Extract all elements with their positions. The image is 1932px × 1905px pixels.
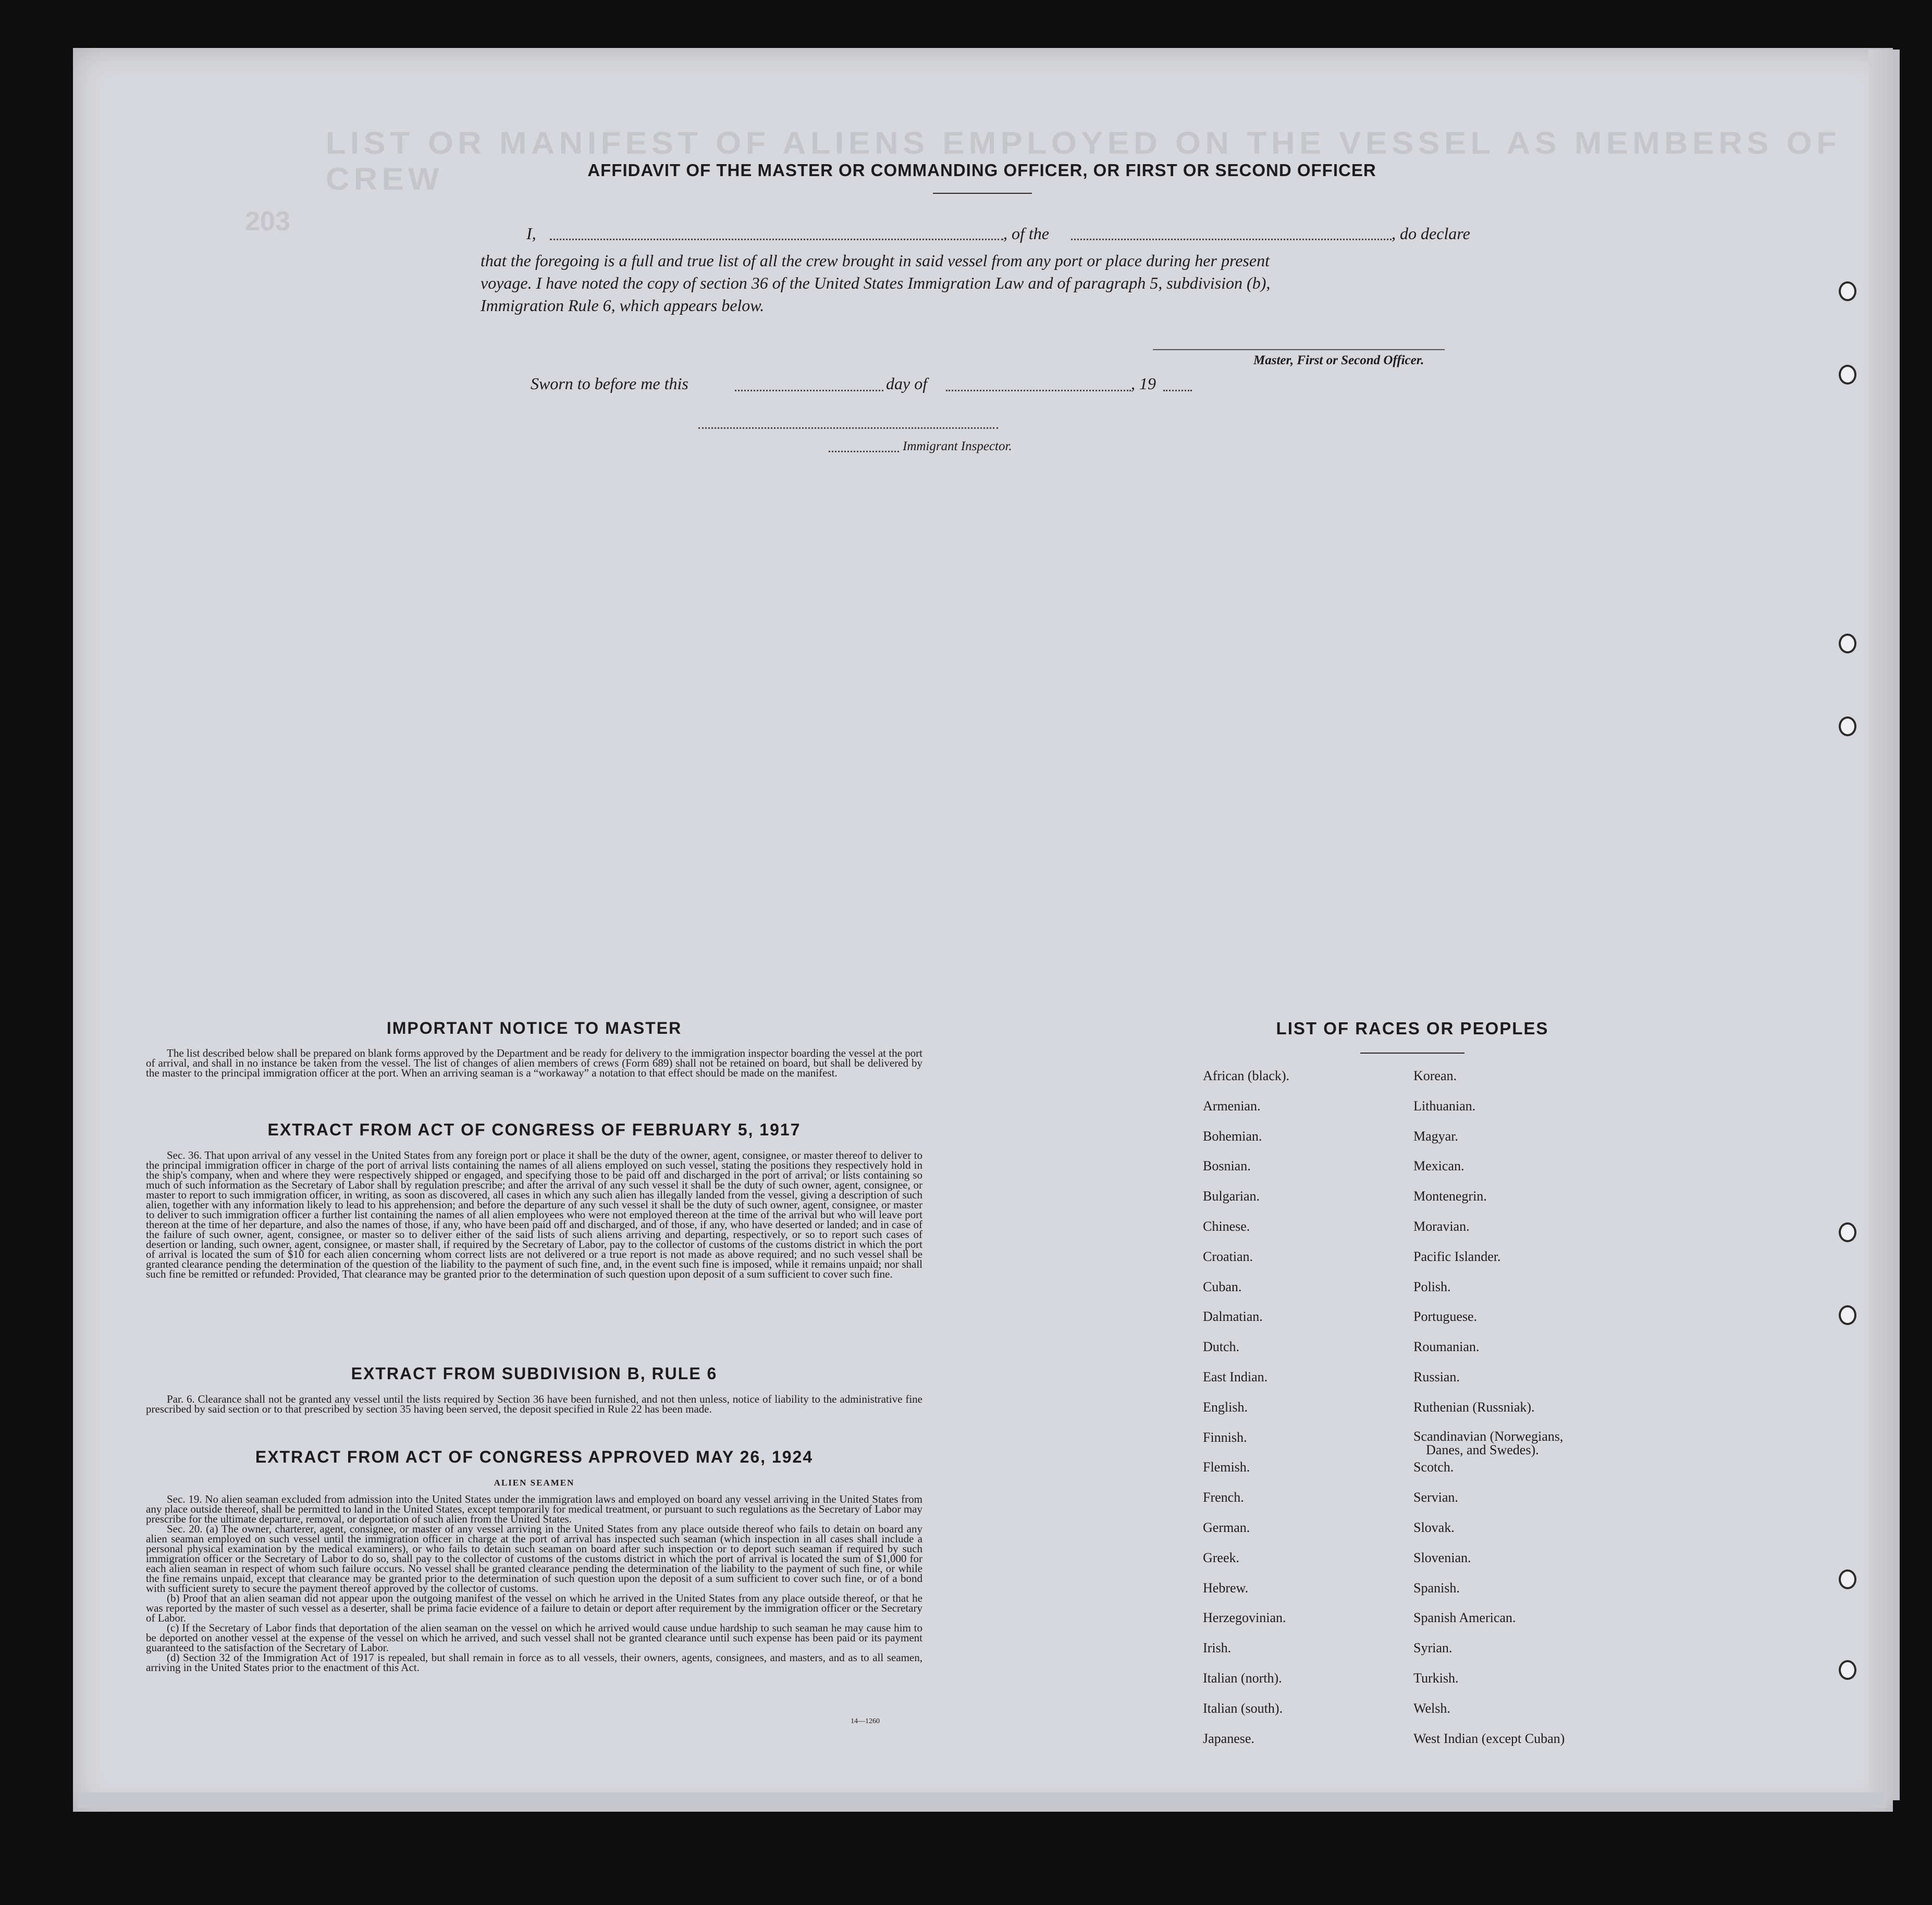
race-item: Chinese. — [1203, 1218, 1250, 1234]
race-item: Servian. — [1413, 1490, 1458, 1505]
race-item-line: Danes, and Swedes). — [1426, 1442, 1539, 1457]
punch-hole — [1839, 281, 1856, 301]
race-item: Korean. — [1413, 1068, 1457, 1083]
race-item: German. — [1203, 1519, 1250, 1535]
day-of-label: day of — [886, 374, 928, 393]
race-item: Slovak. — [1413, 1519, 1455, 1535]
race-item: Flemish. — [1203, 1459, 1250, 1475]
act-1924-sec-20b: (b) Proof that an alien seaman did not appear upon the outgoing manifest of the vessel on which he arrived in the United States from any place outside thereof, or that he was reported by the master of such vessel as a deserter, shall be prima facie evidence of a failure to detain or deport after requirement by the immigration officer or the Secretary of Labor. — [146, 1592, 922, 1624]
races-left-column — [1203, 1068, 1289, 1761]
race-item: Italian (south). — [1203, 1700, 1283, 1716]
sworn-month-field[interactable] — [946, 390, 1131, 391]
bleed-through-number: 203 — [245, 206, 290, 237]
punch-hole — [1839, 634, 1856, 653]
punch-hole — [1839, 365, 1856, 385]
race-item: Turkish. — [1413, 1670, 1459, 1686]
races-title: LIST OF RACES OR PEOPLES — [1276, 1019, 1549, 1038]
race-item: Bulgarian. — [1203, 1189, 1260, 1204]
inspector-label: Immigrant Inspector. — [903, 439, 1012, 453]
vessel-name-field[interactable] — [1071, 239, 1392, 240]
race-item: Welsh. — [1413, 1700, 1450, 1716]
punch-hole — [1839, 1305, 1856, 1325]
race-item: Italian (north). — [1203, 1670, 1282, 1686]
races-right-column — [1413, 1068, 1565, 1761]
notice-text: The list described below shall be prepared on blank forms approved by the Department and be ready for delivery to the immigration inspector boarding the vessel at the port of arrival, and shall in no instance be taken from the vessel. The list of changes of alien members of crews (Form 689) shall not be retained on board, but shall be delivered by the master to the principal immigration officer at the port. When an arriving seaman is a “workaway” a notation to that effect should be made on the manifest. — [146, 1047, 922, 1079]
race-item: Finnish. — [1203, 1429, 1247, 1445]
punch-hole — [1839, 1569, 1856, 1589]
race-item: Irish. — [1203, 1640, 1232, 1656]
inspector-lead-dots — [829, 451, 899, 452]
race-item: Japanese. — [1203, 1730, 1254, 1746]
act-1924-sec-20d: (d) Section 32 of the Immigration Act of 1917 is repealed, but shall remain in force as to all vessels, their owners, agents, consignees, and masters, and as to all seamen, arriving in the United States prior to the enactment of this Act. — [146, 1651, 922, 1674]
race-item: Portuguese. — [1413, 1309, 1478, 1325]
race-item: Magyar. — [1413, 1128, 1458, 1144]
act-1924-subtitle: ALIEN SEAMEN — [494, 1478, 575, 1488]
race-item: African (black). — [1203, 1068, 1290, 1083]
race-item: Moravian. — [1413, 1218, 1470, 1234]
race-item: Bohemian. — [1203, 1128, 1262, 1144]
punch-hole — [1839, 1660, 1856, 1680]
race-item: Roumanian. — [1413, 1339, 1480, 1355]
race-item: Spanish American. — [1413, 1610, 1516, 1626]
year-label: , 19 — [1131, 374, 1156, 393]
race-item: Polish. — [1413, 1279, 1451, 1294]
act-1917-text: Sec. 36. That upon arrival of any vessel in the United States from any foreign port or place it shall be the duty of the owner, agent, consignee, or master thereof to deliver to the principal immigration officer in charge of the port of arrival lists containing the names of all aliens employed on such vessel, stating the positions they respectively hold in the ship's company, when and where they were respectively shipped or engaged, and specifying those to be paid off and discharged in the port of arrival; or lists containing so much of such information as the Secretary of Labor shall by regulation prescribe; and after the arrival of any such vessel it shall be the duty of such owner, agent, consignee, or master to report to such immigration officer, in writing, as soon as discovered, all cases in which any such alien has illegally landed from the vessel, giving a description of such alien, together with any information likely to lead to his apprehension; and before the departure of any such vessel it shall be the duty of such owner, agent, consignee, or master to deliver to such immigration officer a further list containing the names of all alien employees who were not employed thereon at the time of the arrival but who will leave port thereon at the time of her departure, and also the names of those, if any, who have been paid off and discharged, and of those, if any, who have deserted or landed; and in case of the failure of such owner, agent, consignee, or master so to deliver either of the said lists of such aliens arriving and departing, respectively, or so to report such cases of desertion or landing, such owner, agent, consignee, or master shall, if required by the Secretary of Labor, pay to the collector of customs of the customs district in which the port of arrival is located the sum of $10 for each alien concerning whom correct lists are not delivered or a true report is not made as above required; and no such vessel shall be granted clearance pending the determination of the question of the liability to the payment of such fine, and, in the event such fine is imposed, while it remains unpaid; nor shall such fine be remitted or refunded: Provided, That clearance may be granted prior to the determination of such question upon deposit of a sum sufficient to cover such fine. — [146, 1149, 922, 1280]
race-item-line: Scandinavian (Norwegians, — [1413, 1428, 1564, 1444]
title-underline — [933, 193, 1032, 194]
rule-6-text: Par. 6. Clearance shall not be granted any vessel until the lists required by Section 36 have been furnished, and not then unless, notice of liability to the administrative fine prescribed by said section or to that prescribed by section 35 having been served, the deposit specified in Rule 22 has been made. — [146, 1393, 922, 1415]
race-item: Dutch. — [1203, 1339, 1240, 1355]
sworn-label: Sworn to before me this — [531, 374, 688, 393]
race-item: Cuban. — [1203, 1279, 1242, 1294]
race-item: Herzegovinian. — [1203, 1610, 1286, 1626]
bottom-sheet-edge — [78, 1792, 1887, 1808]
act-1924-sec-20a: Sec. 20. (a) The owner, charterer, agent, consignee, or master of any vessel arriving in the United States from any place outside thereof who fails to detain on board any alien seaman employed on such vessel until the immigration officer in charge at the port of arrival has inspected such seaman (which inspection in all cases shall include a personal physical examination by the medical examiners), or who fails to detain such seaman on board after such inspection or to deport such seaman if required by such immigration officer or the Secretary of Labor to do so, shall pay to the collector of customs of the customs district in which the port of arrival is located the sum of $1,000 for each alien seaman in respect of whom such failure occurs. No vessel shall be granted clearance pending the determination of the liability to the payment of such fine, or while the fine remains unpaid, except that clearance may be granted prior to the determination of such question upon the deposit of a sum sufficient to cover such fine, or of a bond with sufficient surety to secure the payment thereof approved by the collector of customs. — [146, 1523, 922, 1594]
race-item: Lithuanian. — [1413, 1098, 1476, 1114]
race-item: Hebrew. — [1203, 1580, 1249, 1595]
race-item: Slovenian. — [1413, 1550, 1471, 1565]
race-item: French. — [1203, 1490, 1244, 1505]
race-item: Russian. — [1413, 1369, 1460, 1384]
race-item: Dalmatian. — [1203, 1309, 1263, 1325]
race-item: Mexican. — [1413, 1158, 1465, 1174]
race-item: English. — [1203, 1399, 1248, 1415]
affidavit-of-the-label: , of the — [1003, 224, 1049, 243]
notice-title: IMPORTANT NOTICE TO MASTER — [386, 1019, 682, 1037]
punch-hole — [1839, 716, 1856, 736]
race-item — [1413, 1430, 1565, 1460]
race-item: Pacific Islander. — [1413, 1248, 1501, 1264]
race-item: Syrian. — [1413, 1640, 1453, 1656]
race-item: Greek. — [1203, 1550, 1240, 1565]
race-item: West Indian (except Cuban) — [1413, 1730, 1565, 1746]
sworn-year-field[interactable] — [1163, 390, 1192, 391]
act-1917-body — [146, 1151, 922, 1279]
race-item: Croatian. — [1203, 1248, 1253, 1264]
form-number: 14—1260 — [851, 1717, 880, 1725]
race-item: Montenegrin. — [1413, 1189, 1487, 1204]
sworn-day-field[interactable] — [735, 390, 883, 391]
signature-label: Master, First or Second Officer. — [1253, 353, 1424, 367]
affidavit-declare-label: , do declare — [1392, 224, 1470, 243]
bleed-through-header: LIST OR MANIFEST OF ALIENS EMPLOYED ON THE VESSEL AS MEMBERS OF CREW — [325, 126, 1841, 196]
race-item: Spanish. — [1413, 1580, 1460, 1595]
act-1924-sec-19: Sec. 19. No alien seaman excluded from admission into the United States under the immigration laws and employed on board any vessel arriving in the United States from any place outside thereof, shall be permitted to land in the United States, except temporarily for medical treatment, or pursuant to such regulations as the Secretary of Labor may prescribe for the ultimate departure, removal, or deportation of such alien from the United States. — [146, 1493, 922, 1525]
affidavit-body-line-1: that the foregoing is a full and true list of all the crew brought in said vessel from any port or place during her present — [481, 251, 1270, 270]
act-1924-body — [146, 1494, 922, 1673]
race-item: East Indian. — [1203, 1369, 1268, 1384]
rule-6-body — [146, 1394, 922, 1414]
affidavit-i-label: I, — [526, 224, 536, 243]
act-1924-sec-20c: (c) If the Secretary of Labor finds that deportation of the alien seaman on the vessel on which he arrived would cause undue hardship to such seaman he may cause him to be deported on another vessel at the expense of the vessel on which he arrived, and such vessel shall not be granted clearance until such expense has been paid or its payment guaranteed to the satisfaction of the Secretary of Labor. — [146, 1622, 922, 1654]
signature-line[interactable] — [1153, 349, 1445, 350]
act-1924-title: EXTRACT FROM ACT OF CONGRESS APPROVED MAY 26, 1924 — [255, 1448, 814, 1466]
inspector-signature-field[interactable] — [698, 427, 998, 429]
binding-edge — [1868, 50, 1900, 1800]
affidavit-title: AFFIDAVIT OF THE MASTER OR COMMANDING OFFICER, OR FIRST OR SECOND OFFICER — [587, 160, 1376, 180]
punch-hole — [1839, 1222, 1856, 1242]
race-item: Armenian. — [1203, 1098, 1261, 1114]
affidavit-body-line-3: Immigration Rule 6, which appears below. — [481, 296, 765, 315]
notice-body — [146, 1048, 922, 1078]
rule-6-title: EXTRACT FROM SUBDIVISION B, RULE 6 — [351, 1364, 718, 1383]
act-1917-title: EXTRACT FROM ACT OF CONGRESS OF FEBRUARY 5, 1917 — [267, 1120, 801, 1139]
master-name-field[interactable] — [550, 239, 1003, 240]
race-item: Ruthenian (Russniak). — [1413, 1399, 1535, 1415]
race-item: Bosnian. — [1203, 1158, 1251, 1174]
race-item: Scotch. — [1413, 1459, 1454, 1475]
races-title-underline — [1360, 1053, 1465, 1054]
affidavit-body-line-2: voyage. I have noted the copy of section 36 of the United States Immigration Law and of paragraph 5, subdivision (b), — [481, 274, 1271, 292]
